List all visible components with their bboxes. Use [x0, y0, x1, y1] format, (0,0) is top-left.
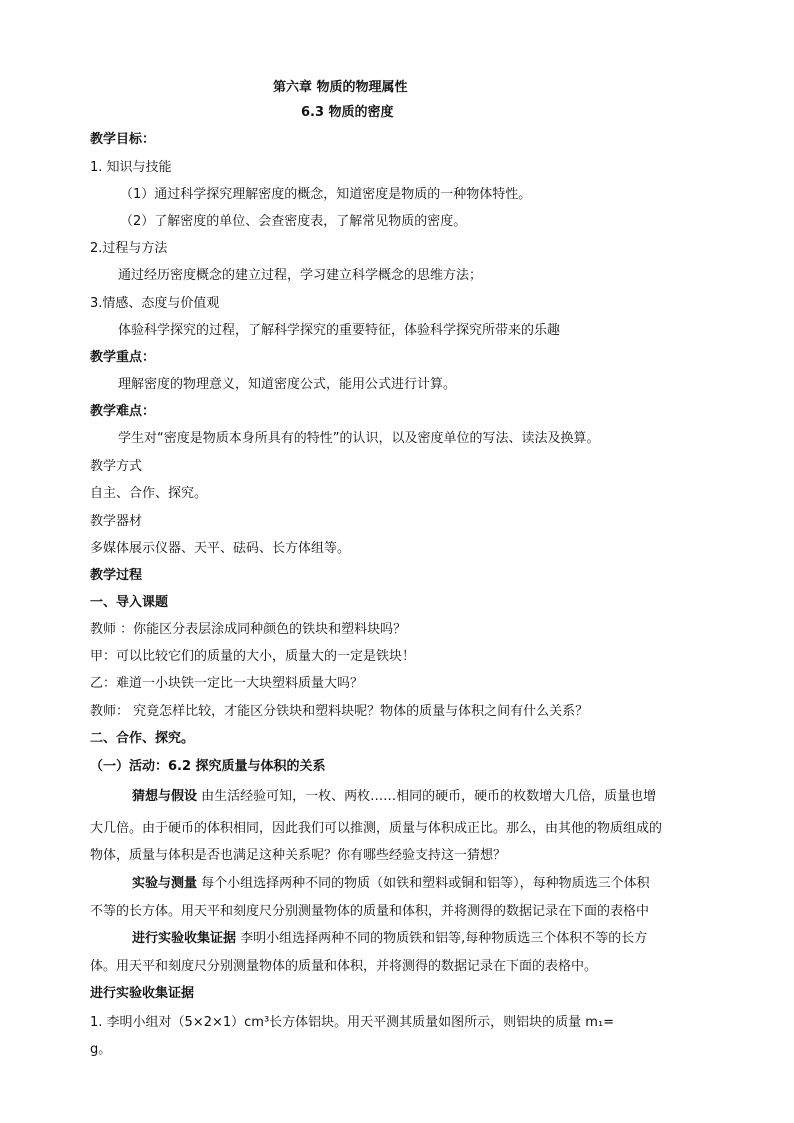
- dialogue-line-4: 教师： 究竟怎样比较，才能区分铁块和塑料块呢？物体的质量与体积之间有什么关系？: [90, 704, 589, 719]
- equipment-heading: 教学器材: [90, 514, 143, 529]
- process-heading: 教学过程: [90, 568, 143, 583]
- dialogue-line-1: 教师 ：你能区分表层涂成同种颜色的铁块和塑料块吗？: [90, 622, 407, 637]
- goal-item-1b: （2）了解密度的单位、会查密度表，了解常见物质的密度。: [120, 214, 467, 229]
- experiment-paragraph-line-2: 不等的长方体。用天平和刻度尺分别测量物体的质量和体积，并将测得的数据记录在下面的表格中: [90, 904, 650, 919]
- method-heading: 教学方式: [90, 459, 143, 474]
- hypothesis-paragraph-line-3: 物体，质量与体积是否也满足这种关系呢？你有哪些经验支持这一猜想？: [90, 848, 507, 863]
- goal-item-2: 2.过程与方法: [90, 241, 168, 256]
- hypothesis-label: 猜想与假设: [132, 789, 198, 804]
- evidence-text-1: 李明小组选择两种不同的物质铁和铝等,每种物质选三个体积不等的长方: [236, 931, 648, 946]
- evidence-paragraph-line-1: [132, 930, 647, 948]
- hypothesis-paragraph-line-1: [132, 788, 656, 806]
- goal-item-1: 1. 知识与技能: [90, 160, 172, 175]
- goal-item-3: 3.情感、态度与价值观: [90, 296, 220, 311]
- key-points-text: 理解密度的物理意义，知道密度公式，能用公式进行计算。: [118, 377, 457, 392]
- equipment-text: 多媒体展示仪器、天平、砝码、长方体组等。: [90, 541, 351, 556]
- hypothesis-text-1: 由生活经验可知，一枚、两枚……相同的硬币，硬币的枚数增大几倍，质量也增: [197, 789, 657, 804]
- key-points-heading: 教学重点：: [90, 350, 156, 365]
- collect-evidence-heading: 进行实验收集证据: [90, 986, 195, 1001]
- evidence-label: 进行实验收集证据: [132, 931, 237, 946]
- experiment-text-1: 每个小组选择两种不同的物质（如铁和塑料或铜和铝等），每种物质选三个体积: [197, 876, 650, 891]
- part1-heading: 一、导入课题: [90, 595, 169, 610]
- difficulties-heading: 教学难点：: [90, 404, 156, 419]
- method-text: 自主、合作、探究。: [90, 486, 208, 501]
- hypothesis-paragraph-line-2: 大几倍。由于硬币的体积相同，因此我们可以推测，质量与体积成正比。那么，由其他的物质组成的: [90, 821, 663, 836]
- activity-heading: （一）活动：6.2 探究质量与体积的关系: [90, 759, 326, 774]
- section-title: 6.3 物质的密度: [301, 105, 394, 120]
- experiment-label: 实验与测量: [132, 876, 198, 891]
- goal-item-3a: 体验科学探究的过程，了解科学探究的重要特征，体验科学探究所带来的乐趣: [118, 323, 561, 338]
- dialogue-line-3: 乙：难道一小块铁一定比一大块塑料质量大吗？: [90, 676, 364, 691]
- dialogue-line-2: 甲：可以比较它们的质量的大小，质量大的一定是铁块！: [90, 649, 416, 664]
- question-1-line-2: g。: [90, 1042, 112, 1057]
- experiment-paragraph-line-1: [132, 875, 650, 893]
- chapter-title: 第六章 物质的物理属性: [273, 80, 408, 95]
- part2-heading: 二、合作、探究。: [90, 731, 195, 746]
- evidence-paragraph-line-2: 体。用天平和刻度尺分别测量物体的质量和体积，并将测得的数据记录在下面的表格中。: [90, 959, 598, 974]
- goal-item-1a: （1）通过科学探究理解密度的概念，知道密度是物质的一种物体特性。: [120, 187, 532, 202]
- question-1-line-1: 1. 李明小组对（5×2×1）cm³长方体铝块。用天平测其质量如图所示，则铝块的质量 m₁=: [90, 1015, 615, 1030]
- goal-item-2a: 通过经历密度概念的建立过程，学习建立科学概念的思维方法；: [118, 268, 483, 283]
- goals-heading: 教学目标：: [90, 132, 156, 147]
- difficulties-text: 学生对“密度是物质本身所具有的特性”的认识，以及密度单位的写法、读法及换算。: [118, 431, 600, 446]
